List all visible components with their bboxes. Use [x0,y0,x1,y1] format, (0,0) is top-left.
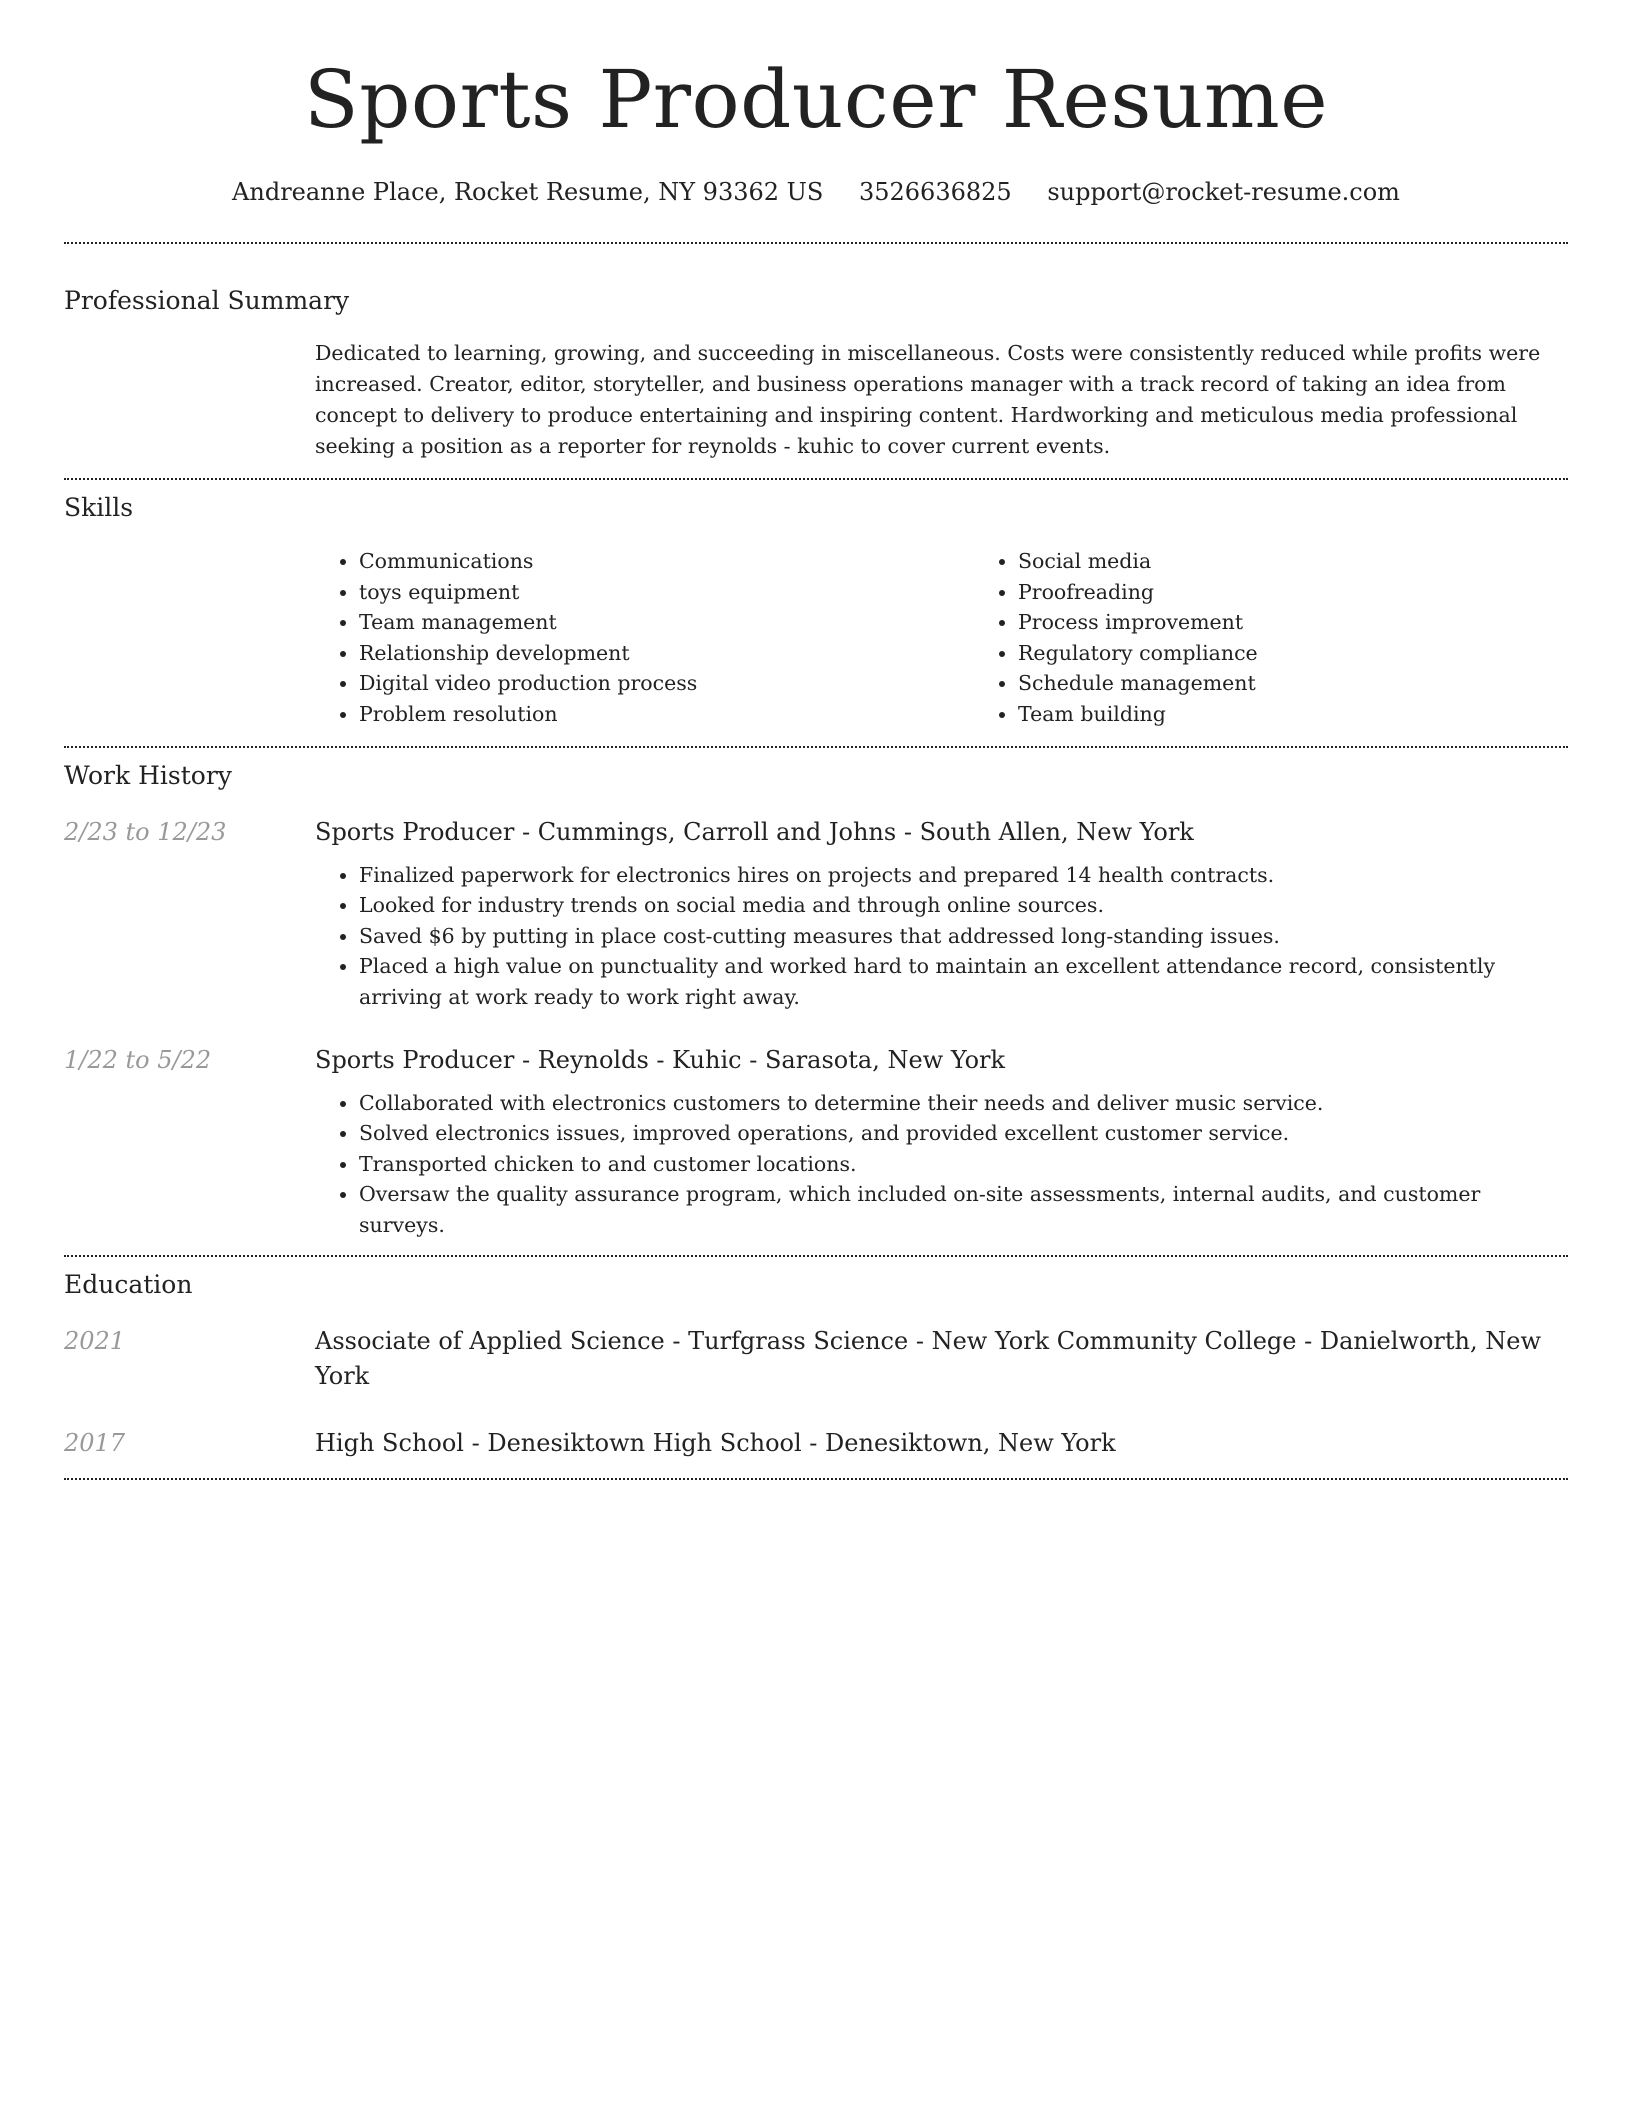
education-school: - Denesiktown High School - Denesiktown, New York [463,1428,1116,1457]
summary-section [64,284,1568,462]
job-heading [315,815,1568,850]
job-bullet: • Placed a high value on punctuality and worked hard to maintain an excellent attendance record, consistently arriving at work ready to work right away. [359,951,1568,1012]
job-bullet: • Collaborated with electronics customers to determine their needs and deliver music service. [359,1088,1568,1119]
education-school: - New York Community College - Danielworth, New York [315,1326,1541,1390]
job-title: Sports Producer [315,817,515,846]
job-title: Sports Producer [315,1045,515,1074]
skill-item: • Relationship development [359,638,974,669]
skill-item: • Communications [359,546,974,577]
education-heading: Education [64,1269,193,1299]
work-heading: Work History [64,760,232,790]
resume-title: Sports Producer Resume [303,53,1329,146]
skill-item: • Process improvement [1018,607,1568,638]
skills-section [64,491,1568,730]
contact-phone: 3526636825 [858,178,1012,206]
job-entry [64,815,1568,1013]
job-bullet: • Solved electronics issues, improved operations, and provided excellent customer service. [359,1118,1568,1149]
skill-item: • Team building [1018,699,1568,730]
contact-address: Andreanne Place, Rocket Resume, NY 93362 US [232,178,824,206]
job-dates: 1/22 to 5/22 [64,1045,212,1074]
education-heading-line [315,1324,1568,1394]
education-year: 2017 [64,1428,126,1457]
education-entry [64,1324,1568,1394]
education-section [64,1268,1568,1461]
job-entry [64,1043,1568,1241]
skill-item: • toys equipment [359,577,974,608]
job-bullet: • Looked for industry trends on social media and through online sources. [359,890,1568,921]
job-bullet: • Finalized paperwork for electronics hires on projects and prepared 14 health contracts. [359,860,1568,891]
work-section [64,759,1568,1241]
job-employer: - Cummings, Carroll and Johns - South Allen, New York [514,817,1194,846]
divider [64,1255,1568,1257]
summary-heading: Professional Summary [64,286,350,315]
job-employer: - Reynolds - Kuhic - Sarasota, New York [514,1045,1006,1074]
job-bullet: • Transported chicken to and customer locations. [359,1149,1568,1180]
skill-item: • Social media [1018,546,1568,577]
skill-item: • Digital video production process [359,668,974,699]
education-entry [64,1426,1568,1461]
skill-item: • Regulatory compliance [1018,638,1568,669]
skills-list-right [974,546,1568,730]
education-degree: Associate of Applied Science - Turfgrass Science [315,1326,909,1355]
job-heading [315,1043,1568,1078]
skills-list-left [315,546,974,730]
skill-item: • Proofreading [1018,577,1568,608]
job-bullet: • Saved $6 by putting in place cost-cutting measures that addressed long-standing issues. [359,921,1568,952]
job-bullet: • Oversaw the quality assurance program, which included on-site assessments, internal audits, and customer surveys. [359,1179,1568,1240]
skill-item: • Team management [359,607,974,638]
education-heading-line [315,1426,1568,1461]
education-year: 2021 [64,1326,126,1355]
job-bullets [315,1088,1568,1241]
summary-text: Dedicated to learning, growing, and succeeding in miscellaneous. Costs were consistently reduced while profits were increased. Creator, editor, storyteller, and business operations manager with a track record of taking an idea from concept to delivery to produce entertaining and inspiring content. Hardworking and meticulous media professional seeking a position as a reporter for reynolds - kuhic to cover current events. [315,341,1541,458]
job-bullets [315,860,1568,1013]
divider [64,746,1568,748]
contact-line [64,176,1568,208]
skill-item: • Problem resolution [359,699,974,730]
skills-heading: Skills [64,493,134,522]
job-dates: 2/23 to 12/23 [64,817,227,846]
divider [64,242,1568,244]
divider [64,1478,1568,1480]
education-degree: High School [315,1428,464,1457]
skill-item: • Schedule management [1018,668,1568,699]
divider [64,478,1568,480]
contact-email: support@rocket-resume.com [1047,178,1400,206]
